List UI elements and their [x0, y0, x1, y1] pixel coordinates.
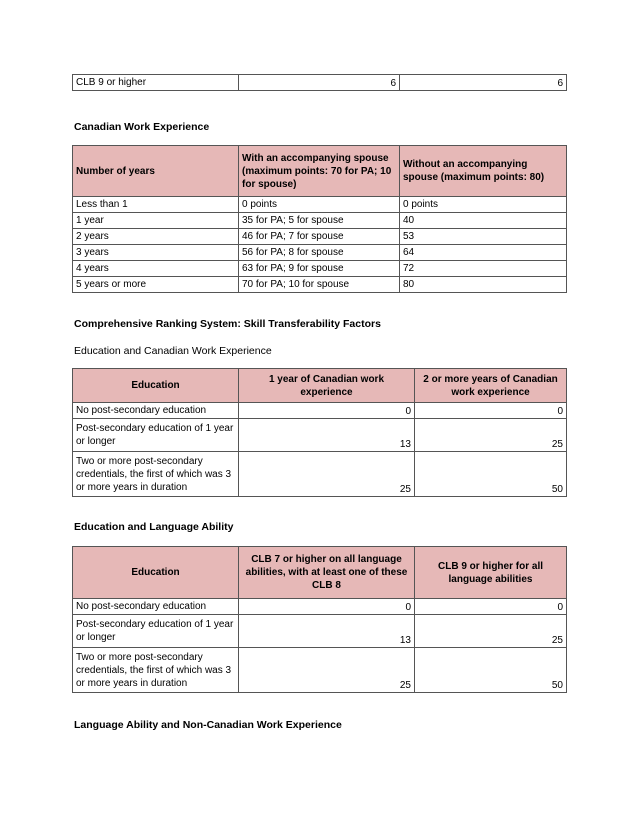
cwe-cell: 5 years or more: [73, 277, 239, 293]
cwe-cell: 40: [400, 213, 567, 229]
edu-lang-header-clb7: CLB 7 or higher on all language abilities, with at least one of these CLB 8: [239, 547, 415, 599]
lang-ncwe-heading: Language Ability and Non-Canadian Work Experience: [74, 719, 342, 731]
edu-cwe-header-education: Education: [73, 369, 239, 403]
cwe-cell: 1 year: [73, 213, 239, 229]
cwe-cell: 72: [400, 261, 567, 277]
table-row: [73, 615, 567, 648]
cwe-header-with-spouse: With an accompanying spouse (maximum points: 70 for PA; 10 for spouse): [239, 146, 400, 197]
cwe-cell: 2 years: [73, 229, 239, 245]
edu-cwe-cell: 50: [415, 452, 567, 497]
edu-cwe-cell: 25: [415, 419, 567, 452]
edu-cwe-cell: 25: [239, 452, 415, 497]
edu-cwe-table: [72, 368, 567, 497]
cwe-cell: 56 for PA; 8 for spouse: [239, 245, 400, 261]
cwe-cell: 53: [400, 229, 567, 245]
top-row-without-spouse: 6: [400, 75, 567, 91]
edu-cwe-cell: 0: [415, 403, 567, 419]
cwe-cell: 63 for PA; 9 for spouse: [239, 261, 400, 277]
edu-lang-heading: Education and Language Ability: [74, 521, 234, 533]
edu-cwe-header-1yr: 1 year of Canadian work experience: [239, 369, 415, 403]
edu-cwe-cell: 13: [239, 419, 415, 452]
cwe-header-years: Number of years: [73, 146, 239, 197]
cwe-table: [72, 145, 567, 293]
cwe-cell: 3 years: [73, 245, 239, 261]
edu-lang-header-education: Education: [73, 547, 239, 599]
edu-lang-cell: 50: [415, 648, 567, 693]
table-row: [73, 197, 567, 213]
edu-lang-cell: 0: [415, 599, 567, 615]
cwe-cell: Less than 1: [73, 197, 239, 213]
table-row: [73, 419, 567, 452]
edu-cwe-cell: Two or more post-secondary credentials, the first of which was 3 or more years in duration: [73, 452, 239, 497]
edu-cwe-cell: 0: [239, 403, 415, 419]
edu-lang-cell: 0: [239, 599, 415, 615]
cwe-header-without-spouse: Without an accompanying spouse (maximum points: 80): [400, 146, 567, 197]
table-row: [73, 403, 567, 419]
edu-cwe-header-2yr: 2 or more years of Canadian work experience: [415, 369, 567, 403]
table-row: [73, 261, 567, 277]
edu-lang-header-clb9: CLB 9 or higher for all language abilities: [415, 547, 567, 599]
edu-lang-cell: Two or more post-secondary credentials, the first of which was 3 or more years in duration: [73, 648, 239, 693]
edu-lang-cell: Post-secondary education of 1 year or longer: [73, 615, 239, 648]
edu-lang-table: [72, 546, 567, 693]
top-row-table: [72, 74, 567, 91]
edu-lang-cell: 13: [239, 615, 415, 648]
cwe-cell: 0 points: [400, 197, 567, 213]
cwe-cell: 80: [400, 277, 567, 293]
cwe-cell: 70 for PA; 10 for spouse: [239, 277, 400, 293]
top-row-label: CLB 9 or higher: [73, 75, 239, 91]
cwe-heading: Canadian Work Experience: [74, 121, 210, 133]
edu-cwe-subheading: Education and Canadian Work Experience: [74, 345, 272, 357]
table-row: [73, 277, 567, 293]
table-row: [73, 229, 567, 245]
edu-lang-cell: 25: [239, 648, 415, 693]
cwe-cell: 46 for PA; 7 for spouse: [239, 229, 400, 245]
edu-cwe-cell: Post-secondary education of 1 year or longer: [73, 419, 239, 452]
cwe-cell: 64: [400, 245, 567, 261]
table-row: [73, 648, 567, 693]
cwe-cell: 4 years: [73, 261, 239, 277]
crs-heading: Comprehensive Ranking System: Skill Transferability Factors: [74, 318, 381, 330]
cwe-cell: 35 for PA; 5 for spouse: [239, 213, 400, 229]
edu-lang-cell: 25: [415, 615, 567, 648]
edu-lang-cell: No post-secondary education: [73, 599, 239, 615]
cwe-cell: 0 points: [239, 197, 400, 213]
table-row: [73, 245, 567, 261]
edu-cwe-cell: No post-secondary education: [73, 403, 239, 419]
table-row: [73, 213, 567, 229]
table-row: [73, 599, 567, 615]
top-row-with-spouse: 6: [239, 75, 400, 91]
table-row: [73, 452, 567, 497]
